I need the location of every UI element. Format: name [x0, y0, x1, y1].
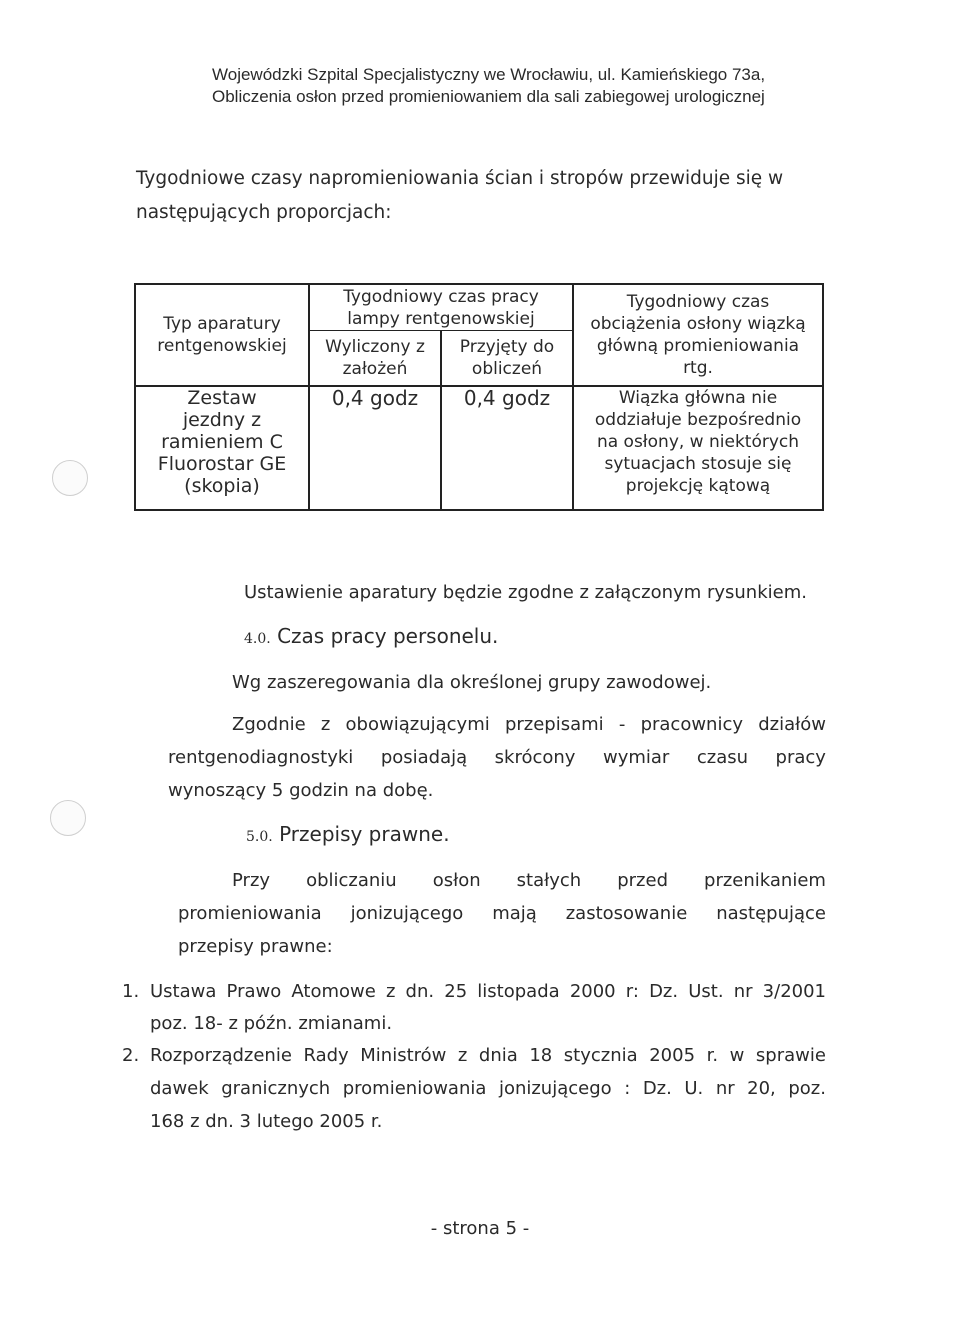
cell-device — [135, 386, 309, 510]
punch-hole — [50, 800, 86, 836]
word: pracy — [775, 747, 826, 768]
word: 18 — [529, 1045, 553, 1066]
page-header — [212, 64, 912, 108]
word: promieniowania — [342, 1078, 487, 1099]
setup-note: Ustawienie aparatury będzie zgodne z załączonym rysunkiem. — [244, 582, 807, 603]
word: promieniowania — [178, 903, 322, 924]
word: Dz. — [642, 1078, 672, 1099]
word: mają — [492, 903, 537, 924]
law-item-number: 2. — [122, 1045, 140, 1066]
header-text: obciążenia osłony wiązką — [590, 314, 806, 334]
section-title: Przepisy prawne. — [279, 822, 450, 846]
word: działów — [758, 714, 826, 735]
header-text: Typ aparatury — [163, 314, 281, 334]
word: pracownicy — [640, 714, 744, 735]
law-item-line — [150, 981, 826, 1002]
word: U. — [684, 1078, 704, 1099]
word: dawek — [150, 1078, 209, 1099]
section-number: 5.0. — [246, 829, 273, 845]
word: 3/2001 — [762, 981, 826, 1002]
word: nr — [715, 1078, 735, 1099]
header-line: Obliczenia osłon przed promieniowaniem dla sali zabiegowej urologicznej — [212, 87, 765, 106]
word: Atomowe — [291, 981, 376, 1002]
word: rentgenodiagnostyki — [168, 747, 354, 768]
word: Przy — [232, 870, 271, 891]
word: - — [618, 714, 626, 735]
grouping-note: Wg zaszeregowania dla określonej grupy zawodowej. — [232, 672, 712, 693]
law-intro-line — [232, 870, 826, 891]
page-number: - strona 5 - — [430, 1218, 530, 1239]
word: Zgodnie — [232, 714, 306, 735]
law-item-line — [150, 1078, 826, 1099]
cell-text: jezdny z — [182, 409, 262, 431]
word: dn. — [405, 981, 435, 1002]
word: osłon — [432, 870, 481, 891]
exposure-time-table — [134, 283, 824, 511]
header-text: rtg. — [683, 358, 713, 378]
word: r. — [706, 1045, 719, 1066]
word: stałych — [516, 870, 582, 891]
word: Prawo — [226, 981, 282, 1002]
header-calculated — [309, 331, 441, 386]
word: 2000 — [569, 981, 616, 1002]
word: : — [624, 1078, 631, 1099]
cell-text: projekcję kątową — [625, 476, 771, 496]
header-text: główną promieniowania — [596, 336, 800, 356]
law-item-line — [150, 1045, 826, 1066]
law-item-line: 168 z dn. 3 lutego 2005 r. — [150, 1111, 383, 1132]
header-line: Wojewódzki Szpital Specjalistyczny we Wrocławiu, ul. Kamieńskiego 73a, — [212, 65, 766, 84]
word: przenikaniem — [704, 870, 826, 891]
word: posiadają — [380, 747, 468, 768]
header-tube-time — [309, 284, 573, 331]
word: stycznia — [563, 1045, 638, 1066]
word: z — [320, 714, 331, 735]
cell-text: (skopia) — [184, 475, 260, 497]
section-heading-legal — [246, 822, 450, 846]
cell-shield-load — [573, 386, 823, 510]
word: przepisami — [504, 714, 604, 735]
word: skrócony — [494, 747, 576, 768]
cell-text: sytuacjach stosuje się — [604, 454, 792, 474]
word: Rozporządzenie — [150, 1045, 292, 1066]
cell-adopted-time: 0,4 godz — [441, 386, 573, 510]
header-adopted — [441, 331, 573, 386]
word: 20, — [747, 1078, 776, 1099]
word: obowiązującymi — [345, 714, 490, 735]
intro-line: następujących proporcjach: — [136, 202, 392, 223]
section-number: 4.0. — [244, 631, 271, 647]
word: Ust. — [688, 981, 724, 1002]
word: granicznych — [221, 1078, 331, 1099]
word: Rady — [303, 1045, 349, 1066]
law-intro-line: przepisy prawne: — [178, 936, 333, 957]
word: listopada — [477, 981, 560, 1002]
intro-paragraph — [136, 162, 836, 230]
intro-line: Tygodniowe czasy napromieniowania ścian i stropów przewiduje się w — [136, 168, 784, 189]
header-text: rentgenowskiej — [157, 336, 287, 356]
cell-text: na osłony, w niektórych — [596, 432, 800, 452]
word: z — [385, 981, 396, 1002]
header-device-type — [135, 284, 309, 386]
word: czasu — [696, 747, 749, 768]
header-text: obliczeń — [471, 359, 543, 380]
word: sprawie — [755, 1045, 826, 1066]
cell-text: oddziałuje bezpośrednio — [594, 410, 802, 430]
word: w — [729, 1045, 745, 1066]
law-item-line: poz. 18- z późn. zmianami. — [150, 1013, 393, 1034]
law-item-number: 1. — [122, 981, 140, 1002]
word: Ustawa — [150, 981, 217, 1002]
word: przed — [617, 870, 669, 891]
word: nr — [733, 981, 753, 1002]
header-text: Tygodniowy czas pracy — [343, 286, 539, 307]
rules-line — [168, 747, 826, 768]
word: następujące — [716, 903, 826, 924]
word: jonizującego — [498, 1078, 612, 1099]
header-shield-load — [573, 284, 823, 386]
section-title: Czas pracy personelu. — [277, 624, 499, 648]
rules-line — [232, 714, 826, 735]
word: zastosowanie — [565, 903, 688, 924]
word: poz. — [788, 1078, 826, 1099]
word: wymiar — [602, 747, 670, 768]
word: dnia — [478, 1045, 518, 1066]
header-text: lampy rentgenowskiej — [347, 308, 535, 329]
law-intro-line — [178, 903, 826, 924]
word: 25 — [444, 981, 468, 1002]
cell-calculated-time: 0,4 godz — [309, 386, 441, 510]
section-heading-staff-time — [244, 624, 498, 648]
rules-line: wynoszący 5 godzin na dobę. — [168, 780, 434, 801]
cell-text: Fluorostar GE — [157, 453, 287, 475]
word: 2005 — [649, 1045, 696, 1066]
word: z — [457, 1045, 468, 1066]
word: Dz. — [649, 981, 679, 1002]
word: jonizującego — [350, 903, 464, 924]
header-text: Wyliczony z — [325, 337, 425, 358]
cell-text: Wiązka główna nie — [618, 388, 778, 408]
header-text: Tygodniowy czas — [626, 292, 770, 312]
header-text: założeń — [342, 359, 408, 380]
punch-hole — [52, 460, 88, 496]
cell-text: ramieniem C — [161, 431, 283, 453]
word: r: — [625, 981, 639, 1002]
word: Ministrów — [360, 1045, 447, 1066]
word: obliczaniu — [306, 870, 397, 891]
cell-text: Zestaw — [187, 387, 257, 409]
header-text: Przyjęty do — [459, 337, 555, 358]
